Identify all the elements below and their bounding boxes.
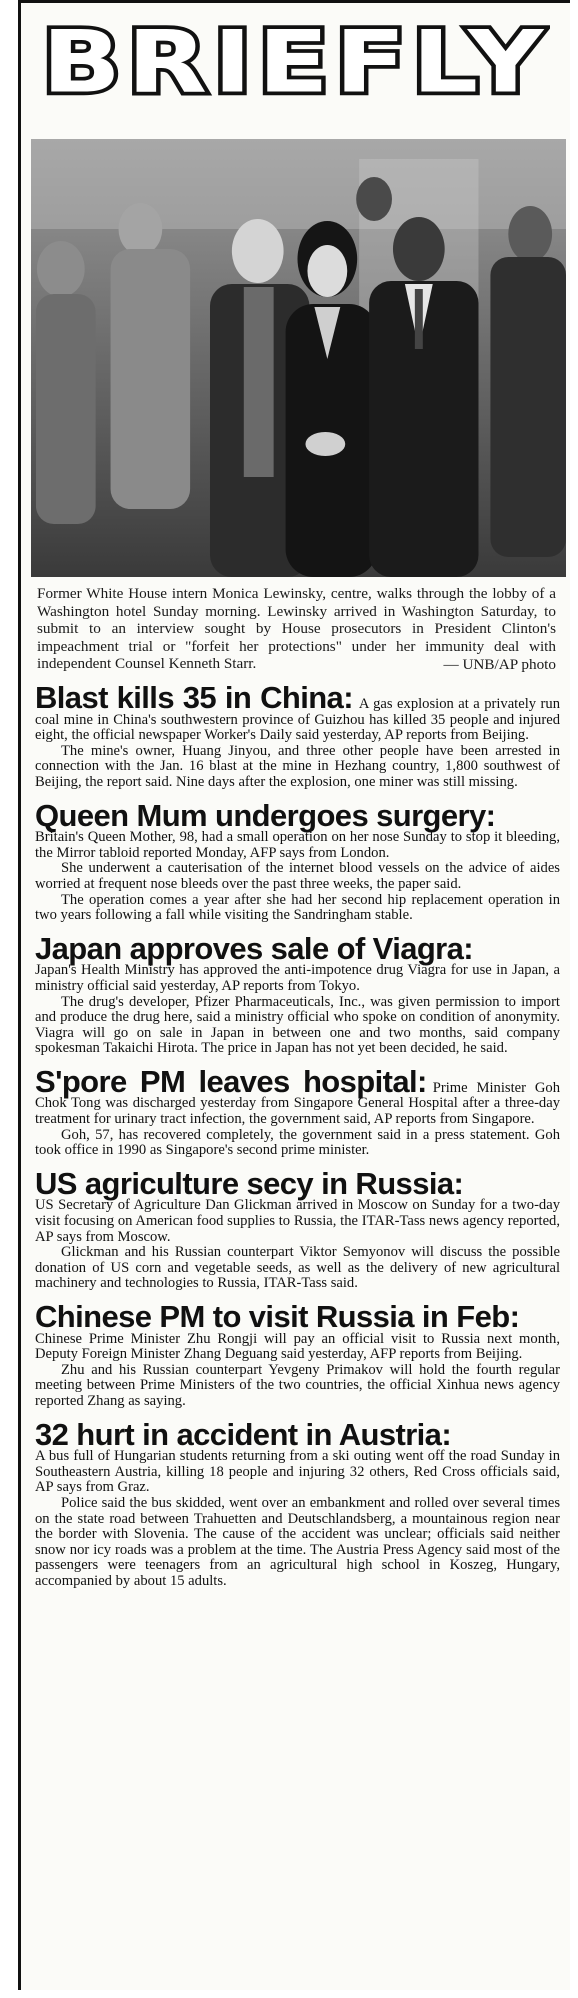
- story-headline: US agriculture secy in Russia:: [35, 1165, 464, 1201]
- story-paragraph: Zhu and his Russian counterpart Yevgeny Primakov will hold the fourth regular meeting between Prime Ministers of the two countries, the official Xinhua news agency reported Zhang as saying.: [35, 1361, 560, 1409]
- story-paragraph: Police said the bus skidded, went over an embankment and rolled over several times on the state road between Trahuetten and Deutschlandsberg, a mountainous region near the border with Slovenia. The cause of the accident was unclear; officials said neither snow nor icy roads was a problem at the time. The Austria Press Agency said most of the passengers were teenagers from an agricultural high school in Koszeg, Hungary, accompanied by about 15 adults.: [35, 1494, 560, 1589]
- story-paragraph: Chinese Prime Minister Zhu Rongji will pay an official visit to Russia next month, Deputy Foreign Minister Zhang Deguang said yesterday, AFP reports from Beijing.: [35, 1330, 560, 1363]
- story-headline: S'pore PM leaves hospital:: [35, 1063, 427, 1099]
- story-paragraph: A bus full of Hungarian students returning from a ski outing went off the road Sunday in Southeastern Austria, killing 18 people and injuring 32 others, Red Cross officials said, AP says from Graz.: [35, 1448, 560, 1496]
- story-paragraph: Goh, 57, has recovered completely, the government said in a press statement. Goh took office in 1990 as Singapore's second prime minister.: [35, 1126, 560, 1159]
- newspaper-page: [18, 0, 570, 1990]
- masthead: [21, 3, 570, 121]
- story-us-agriculture: [35, 1165, 560, 1292]
- story-paragraph: A gas explosion at a privately run coal mine in China's southwestern province of Guizhou has killed 35 people and injured eight, the official newspaper Worker's Daily said yesterday, AP reports from Beijing.: [35, 696, 560, 744]
- story-japan-viagra: [35, 930, 560, 1057]
- story-headline: Japan approves sale of Viagra:: [35, 930, 474, 966]
- story-paragraph: She underwent a cauterisation of the internet blood vessels on the advice of aides worried at frequent nose bleeds over the past three weeks, the paper said.: [35, 860, 560, 892]
- story-headline: 32 hurt in accident in Austria:: [35, 1416, 452, 1452]
- story-headline: Chinese PM to visit Russia in Feb:: [35, 1299, 520, 1334]
- photo-caption-text: Former White House intern Monica Lewinsky, centre, walks through the lobby of a Washington hotel Sunday morning. Lewinsky arrived in Washington Saturday, to submit to an interview sought by House prosecutors in President Clinton's impeachment trial or "forfeit her protections" under her immunity deal with independent Counsel Kenneth Starr.: [37, 585, 556, 672]
- story-paragraph: The drug's developer, Pfizer Pharmaceuticals, Inc., was given permission to import and produce the drug here, said a ministry official who spoke on condition of anonymity. Viagra will go on sale in Japan in between one and two months, said company spokesman Takaichi Hirota. The price in Japan has not yet been decided, he said.: [35, 993, 560, 1057]
- story-paragraph: Britain's Queen Mother, 98, had a small operation on her nose Sunday to stop it bleeding, the Mirror tabloid reported Monday, AFP says from London.: [35, 829, 560, 861]
- story-singapore-pm: [35, 1063, 560, 1159]
- story-paragraph: The operation comes a year after she had her second hip replacement operation in two years following a fall while visiting the Sandringham stable.: [35, 891, 560, 924]
- story-paragraph: Glickman and his Russian counterpart Viktor Semyonov will discuss the possible donation of US corn and vegetable seeds, as well as the delivery of new agricultural machinery and technologies to Russia, ITAR-Tass said.: [35, 1244, 560, 1292]
- photo-caption: [37, 585, 556, 673]
- story-china-blast: [35, 680, 560, 791]
- photo-credit: — UNB/AP photo: [443, 655, 556, 673]
- news-photo: [31, 139, 566, 577]
- story-paragraph: The mine's owner, Huang Jinyou, and three other people have been arrested in connection with the Jan. 16 blast at the mine in Hezhang country, 1,800 southwest of Beijing, the report said. Nine days after the explosion, one miner was still missing.: [35, 742, 560, 790]
- story-queen-mum: [35, 797, 560, 924]
- story-paragraph: US Secretary of Agriculture Dan Glickman arrived in Moscow on Sunday for a two-day visit focusing on American food supplies to Russia, the ITAR-Tass news agency reported, AP says from Moscow.: [35, 1197, 560, 1245]
- story-chinese-pm: [35, 1299, 560, 1410]
- story-paragraph: Prime Minister Goh Chok Tong was discharged yesterday from Singapore General Hospital after a three-day treatment for urinary tract infection, the government said, AP reports from Singapore.: [35, 1079, 560, 1128]
- photo-crowd-illustration: [31, 139, 566, 577]
- story-austria-accident: [35, 1416, 560, 1590]
- story-paragraph: Japan's Health Ministry has approved the anti-impotence drug Viagra for use in Japan, a ministry official said yesterday, AP reports from Tokyo.: [35, 962, 560, 994]
- masthead-title: BRIEFLY: [41, 11, 550, 113]
- story-headline: Queen Mum undergoes surgery:: [35, 797, 496, 833]
- story-headline: Blast kills 35 in China:: [35, 680, 353, 715]
